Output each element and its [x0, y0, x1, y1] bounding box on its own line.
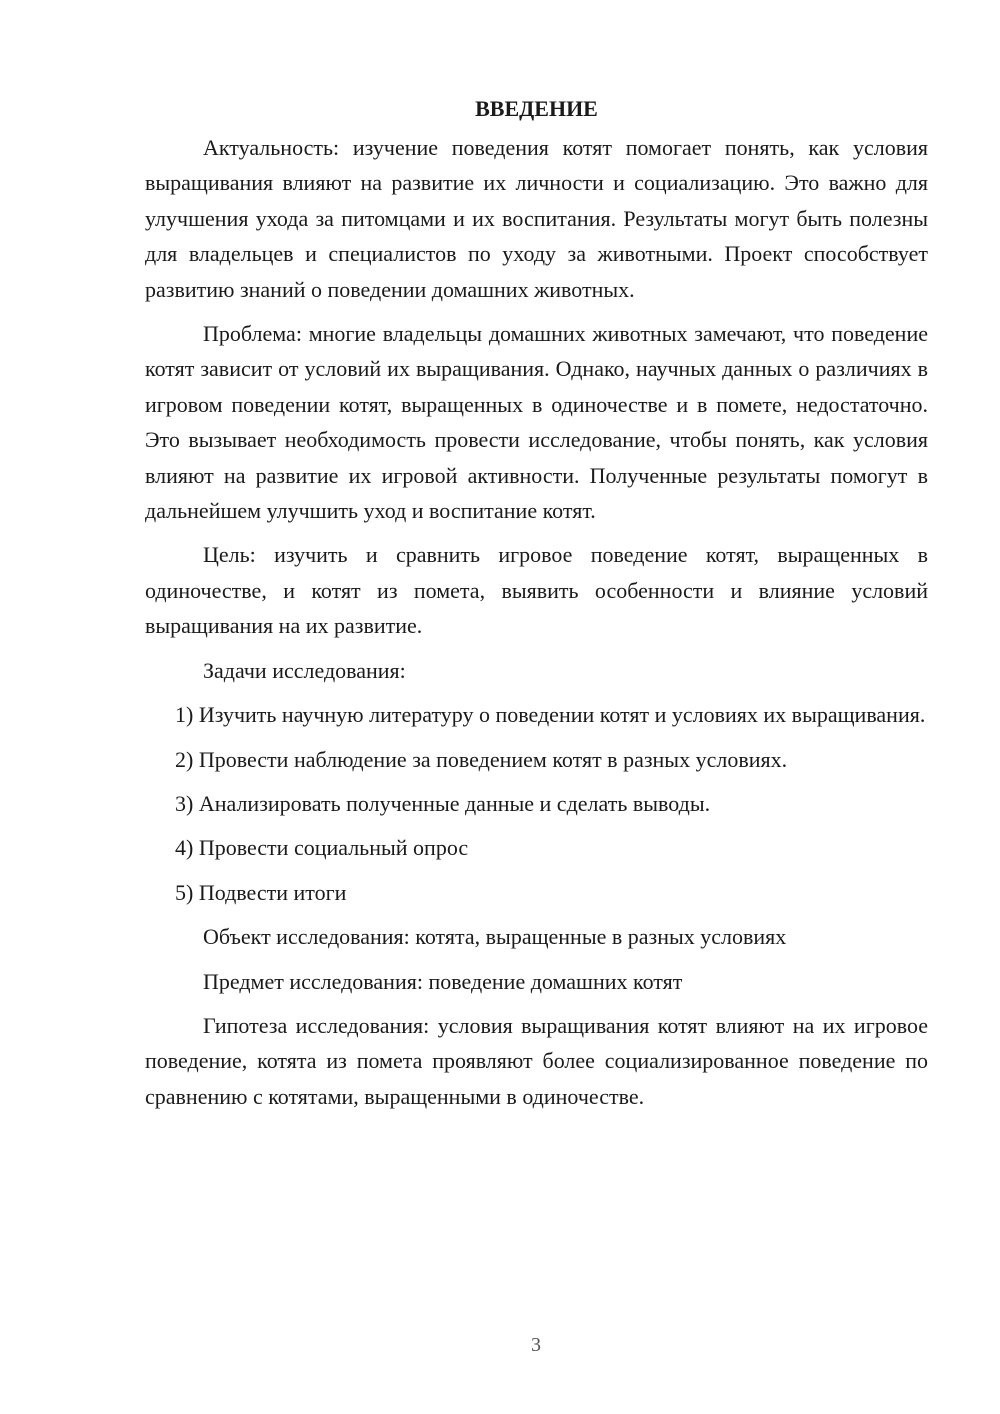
task-item-3: 3) Анализировать полученные данные и сделать выводы. — [175, 790, 711, 816]
problem-paragraph: Проблема: многие владельцы домашних животных замечают, что поведение котят зависит от условий их выращивания. Однако, научных данных о различиях в игровом поведении котят, выращенных в одиночестве и в помете, недостаточно. Это вызывает необходимость провести исследование, чтобы понять, как условия влияют на развитие их игровой активности. Полученные результаты помогут в дальнейшем улучшить уход и воспитание котят. — [145, 321, 928, 524]
relevance-paragraph: Актуальность: изучение поведения котят помогает понять, как условия выращивания влияют на развитие их личности и социализацию. Это важно для улучшения ухода за питомцами и их воспитания. Результаты могут быть полезны для владельцев и специалистов по уходу за животными. Проект способствует развитию знаний о поведении домашних животных. — [145, 135, 928, 302]
section-heading: ВВЕДЕНИЕ — [475, 96, 598, 121]
task-item-5: 5) Подвести итоги — [175, 879, 347, 905]
research-object: Объект исследования: котята, выращенные в разных условиях — [203, 924, 787, 950]
task-item-2: 2) Провести наблюдение за поведением котят в разных условиях. — [175, 746, 788, 772]
task-item-1: 1) Изучить научную литературу о поведении котят и условиях их выращивания. — [175, 702, 926, 728]
document-page — [145, 92, 928, 1123]
research-subject: Предмет исследования: поведение домашних котят — [203, 968, 683, 994]
page-number: 3 — [531, 1334, 541, 1356]
tasks-title: Задачи исследования: — [203, 657, 406, 683]
hypothesis-paragraph: Гипотеза исследования: условия выращивания котят влияют на их игровое поведение, котята из помета проявляют более социализированное поведение по сравнению с котятами, выращенными в одиночестве. — [145, 1012, 928, 1109]
task-item-4: 4) Провести социальный опрос — [175, 835, 469, 861]
goal-paragraph: Цель: изучить и сравнить игровое поведение котят, выращенных в одиночестве, и котят из помета, выявить особенности и влияние условий выращивания на их развитие. — [145, 542, 928, 639]
